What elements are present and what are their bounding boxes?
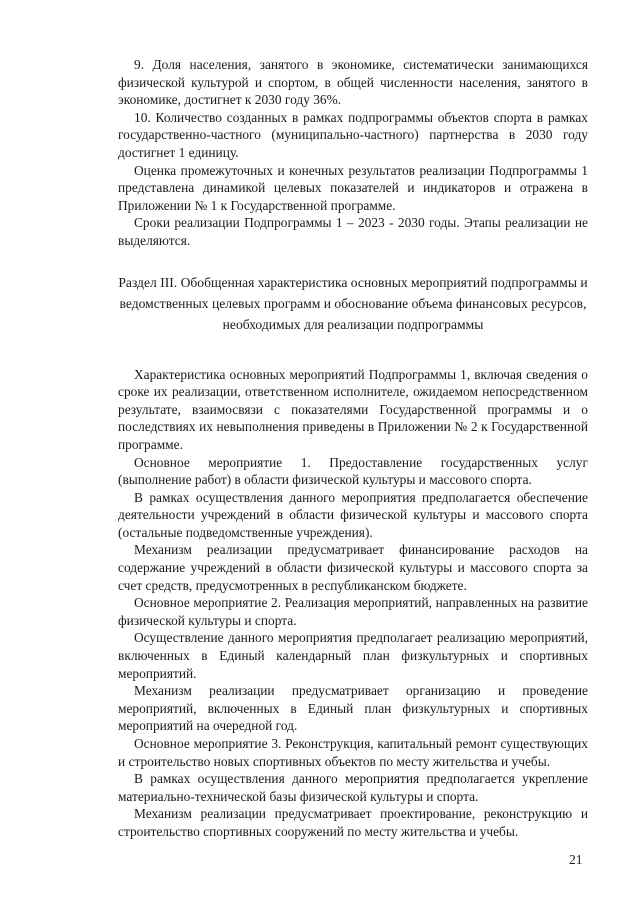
paragraph-measure-2-scope: Осуществление данного мероприятия предполагает реализацию мероприятий, включенных в Единый календарный план физкультурных и спортивных мероприятий.: [118, 630, 588, 681]
paragraph-timeline: Сроки реализации Подпрограммы 1 – 2023 - 2030 годы. Этапы реализации не выделяются.: [118, 215, 588, 248]
page-content: [118, 56, 588, 841]
paragraph-characteristics: Характеристика основных мероприятий Подпрограммы 1, включая сведения о сроке их реализации, ответственном исполнителе, ожидаемом непосредственном результате, взаимосвязи с показателями Государственной программы и о последствиях их невыполнения приведены в Приложении № 2 к Государственной программе.: [118, 366, 588, 452]
page-number: 21: [569, 852, 583, 867]
paragraph-measure-3: Основное мероприятие 3. Реконструкция, капитальный ремонт существующих и строительство новых спортивных объектов по месту жительства и учебы.: [118, 736, 588, 769]
paragraph-indicator-9: 9. Доля населения, занятого в экономике, систематически занимающихся физической культурой и спортом, в общей численности населения, занятого в экономике, достигнет к 2030 году 36%.: [118, 57, 588, 108]
paragraph-evaluation: Оценка промежуточных и конечных результатов реализации Подпрограммы 1 представлена динамикой целевых показателей и индикаторов и отражена в Приложении № 1 к Государственной программе.: [118, 162, 588, 213]
paragraph-measure-3-mechanism: Механизм реализации предусматривает проектирование, реконструкцию и строительство спортивных сооружений по месту жительства и учебы.: [118, 806, 588, 839]
paragraph-measure-2: Основное мероприятие 2. Реализация мероприятий, направленных на развитие физической культуры и спорта.: [118, 595, 588, 628]
paragraph-measure-3-scope: В рамках осуществления данного мероприятия предполагается укрепление материально-технической базы физической культуры и спорта.: [118, 771, 588, 804]
section-heading: Раздел III. Обобщенная характеристика основных мероприятий подпрограммы и ведомственных целевых программ и обоснование объема финансовых ресурсов, необходимых для реализации подпрограммы: [118, 274, 588, 332]
paragraph-measure-1-scope: В рамках осуществления данного мероприятия предполагается обеспечение деятельности учреждений в области физической культуры и массового спорта (остальные подведомственные учреждения).: [118, 489, 588, 540]
paragraph-indicator-10: 10. Количество созданных в рамках подпрограммы объектов спорта в рамках государственно-частного (муниципально-частного) партнерства в 2030 году достигнет 1 единицу.: [118, 109, 588, 160]
paragraph-measure-1-mechanism: Механизм реализации предусматривает финансирование расходов на содержание учреждений в области физической культуры и массового спорта за счет средств, предусмотренных в республиканском бюджете.: [118, 542, 588, 593]
paragraph-measure-1: Основное мероприятие 1. Предоставление государственных услуг (выполнение работ) в области физической культуры и массового спорта.: [118, 454, 588, 488]
paragraph-measure-2-mechanism: Механизм реализации предусматривает организацию и проведение мероприятий, включенных в Единый план физкультурных и спортивных мероприятий на очередной год.: [118, 683, 588, 734]
